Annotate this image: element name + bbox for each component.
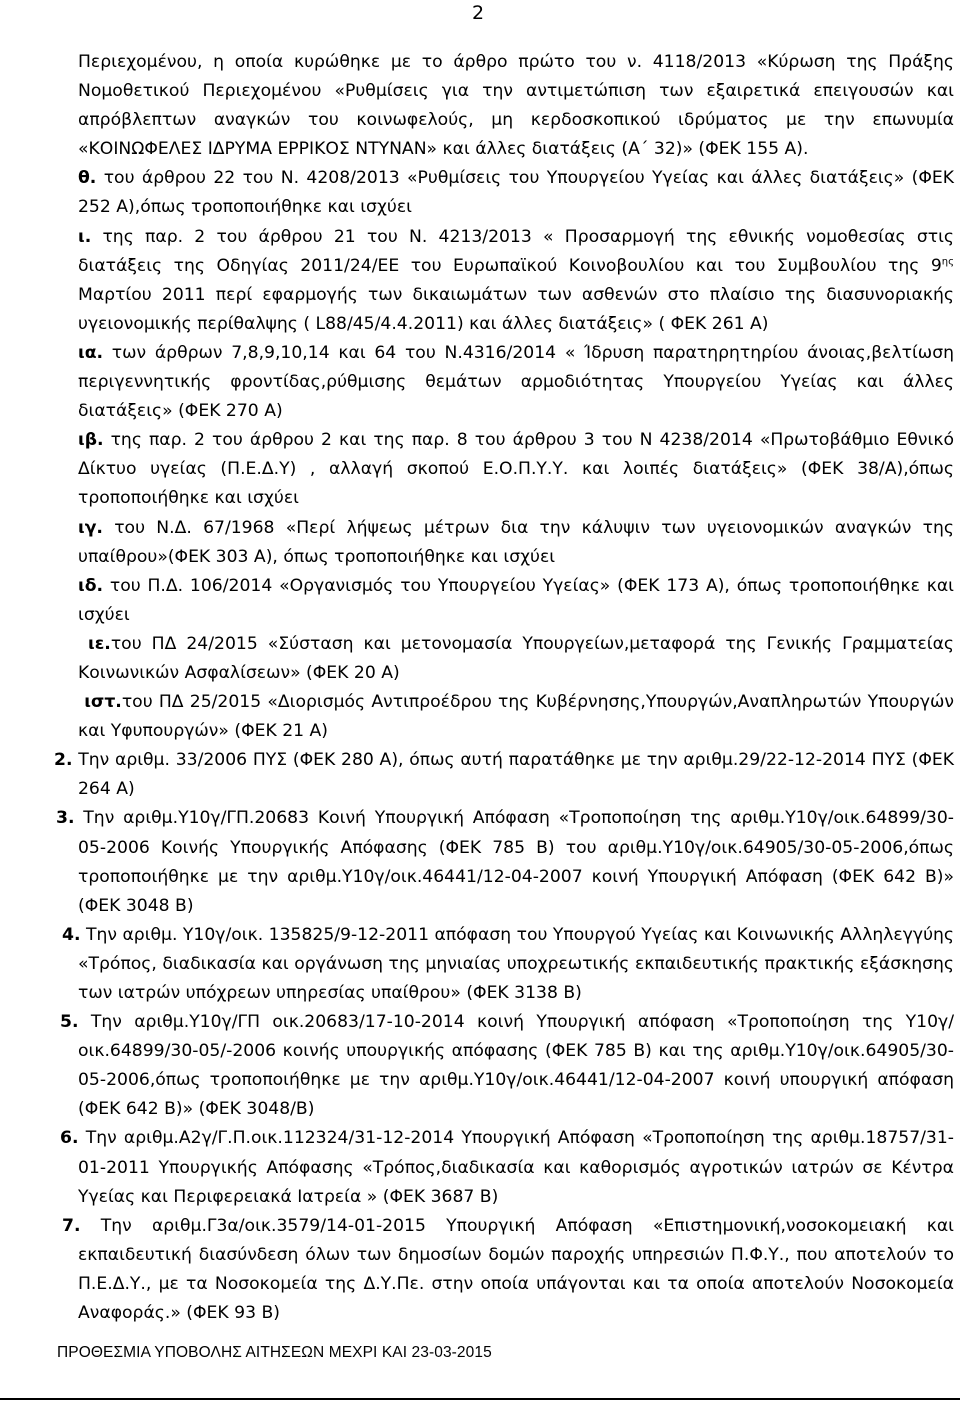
item-text: του Ν.Δ. 67/1968 «Περί λήψεως μέτρων δια την κάλυψιν των υγειονομικών αναγκών της υπαίθρου»(ΦΕΚ 303 Α), όπως τροποποιήθηκε και ισχύει [78,517,954,567]
page-number: 2 [472,2,485,24]
item-text-continued: Μαρτίου 2011 περί εφαρμογής των δικαιωμάτων των ασθενών στο πλαίσιο της διασυνοριακής υγειονομικής περίθαλψης ( L88/45/4.4.2011) και άλλες διατάξεις» ( ΦΕΚ 261 Α) [78,284,954,334]
list-item-ig [78,514,954,572]
list-item-ia [78,339,954,426]
paragraph-continuation [78,48,954,164]
numbered-item-2 [54,746,954,804]
item-text: του άρθρου 22 του Ν. 4208/2013 «Ρυθμίσεις του Υπουργείου Υγείας και άλλες διατάξεις» (ΦΕΚ 252 Α),όπως τροποποιήθηκε και ισχύει [78,168,954,218]
item-label: ιβ. [78,430,104,451]
document-body [54,48,955,1328]
footer-rule [0,1398,960,1400]
list-item-ist [78,688,954,746]
list-item-ie [78,630,954,688]
list-item-theta [78,164,954,222]
item-text: Την αριθμ.Α2γ/Γ.Π.οικ.112324/31-12-2014 Υπουργική Απόφαση «Τροποποίηση της αριθμ.18757/31-01-2011 Υπουργικής Απόφασης «Τρόπος,διαδικασία και καθορισμός αγροτικών ιατρών σε Κέντρα Υγείας και Περιφερειακά Ιατρεία » (ΦΕΚ 3687 Β) [78,1128,954,1207]
item-label: ια. [78,342,104,363]
item-text: του ΠΔ 25/2015 «Διορισμός Αντιπροέδρου της Κυβέρνησης,Υπουργών,Αναπληρωτών Υπουργών και Υφυπουργών» (ΦΕΚ 21 Α) [78,692,955,742]
item-label: ιε. [88,633,111,654]
item-text: του ΠΔ 24/2015 «Σύσταση και μετονομασία Υπουργείων,μεταφορά της Γενικής Γραμματείας Κοινωνικών Ασφαλίσεων» (ΦΕΚ 20 Α) [78,633,954,683]
item-label: ι. [78,226,92,247]
item-text: Την αριθμ.Υ10γ/ΓΠ.20683 Κοινή Υπουργική Απόφαση «Τροποποίηση της αριθμ.Υ10γ/οικ.64899/30-05-2006 Κοινής Υπουργικής Απόφασης (ΦΕΚ 785 Β) του αριθμ.Υ10γ/οικ.64905/30-05-2006,όπως τροποποιήθηκε με την αριθμ.Υ10γ/οικ.46441/12-04-2007 κοινή Υπουργική Απόφαση (ΦΕΚ 642 Β)» (ΦΕΚ 3048 Β) [74,808,954,916]
item-text: της παρ. 2 του άρθρου 21 του Ν. 4213/2013 « Προσαρμογή της εθνικής νομοθεσίας στις διατάξεις της Οδηγίας 2011/24/ΕΕ του Ευρωπαϊκού Κοινοβουλίου και του Συμβουλίου της 9 [78,226,954,276]
numbered-item-6 [60,1124,954,1211]
item-label: θ. [78,168,97,189]
footer-deadline-note: ΠΡΟΘΕΣΜΙΑ ΥΠΟΒΟΛΗΣ ΑΙΤΗΣΕΩΝ ΜΕΧΡΙ ΚΑΙ 23-03-2015 [57,1344,492,1361]
item-number: 4. [62,924,81,945]
item-text: Την αριθμ. 33/2006 ΠΥΣ (ΦΕΚ 280 Α), όπως αυτή παρατάθηκε με την αριθμ.29/22-12-2014 ΠΥΣ (ΦΕΚ 264 Α) [72,750,954,800]
item-text: της παρ. 2 του άρθρου 2 και της παρ. 8 του άρθρου 3 του Ν 4238/2014 «Πρωτοβάθμιο Εθνικό Δίκτυο υγείας (Π.Ε.Δ.Υ) , αλλαγή σκοπού Ε.Ο.Π.Υ.Υ. και λοιπές διατάξεις» (ΦΕΚ 38/Α),όπως τροποποιήθηκε και ισχύει [78,430,954,509]
item-text: Την αριθμ.Γ3α/οικ.3579/14-01-2015 Υπουργική Απόφαση «Επιστημονική,νοσοκομειακή και εκπαιδευτική διασύνδεση όλων των δημοσίων δομών παροχής υπηρεσιών Π.Φ.Υ., που αποτελούν το Π.Ε.Δ.Υ., με τα Νοσοκομεία της Δ.Υ.Πε. στην οποία υπάγονται και τα οποία αποτελούν Νοσοκομεία Αναφοράς.» (ΦΕΚ 93 Β) [78,1215,954,1324]
numbered-item-3 [56,804,954,920]
superscript: ης [941,255,954,267]
numbered-item-4 [62,921,954,1008]
list-item-ib [78,426,954,513]
item-label: ιδ. [78,575,104,596]
numbered-item-5 [60,1008,954,1124]
item-number: 7. [62,1215,81,1236]
item-text: των άρθρων 7,8,9,10,14 και 64 του Ν.4316/2014 « Ίδρυση παρατηρητηρίου άνοιας,βελτίωση περιγεννητικής φροντίδας,ρύθμισης θεμάτων αρμοδιότητας Υπουργείου Υγείας και άλλες διατάξεις» (ΦΕΚ 270 Α) [78,342,954,422]
numbered-item-7 [62,1212,954,1328]
item-text: Την αριθμ.Υ10γ/ΓΠ οικ.20683/17-10-2014 κοινή Υπουργική απόφαση «Τροποποίηση της Υ10γ/οικ.64899/30-05/-2006 κοινής υπουργικής απόφασης (ΦΕΚ 785 Β) και της αριθμ.Υ10γ/οικ.64905/30-05-2006,όπως τροποποιήθηκε με την αριθμ.Υ10γ/οικ.46441/12-04-2007 κοινή υπουργική απόφαση (ΦΕΚ 642 Β)» (ΦΕΚ 3048/Β) [78,1012,954,1120]
list-item-iota [78,223,954,339]
item-text: του Π.Δ. 106/2014 «Οργανισμός του Υπουργείου Υγείας» (ΦΕΚ 173 Α), όπως τροποποιήθηκε και ισχύει [78,575,954,625]
item-number: 6. [60,1128,79,1149]
item-number: 3. [56,808,75,829]
item-number: 2. [54,750,73,771]
item-label: ιστ. [84,692,122,713]
list-item-id [78,572,954,630]
item-label: ιγ. [78,517,103,538]
paragraph-text: Περιεχομένου, η οποία κυρώθηκε με το άρθρο πρώτο του ν. 4118/2013 «Κύρωση της Πράξης Νομοθετικού Περιεχομένου «Ρυθμίσεις για την αντιμετώπιση των εξαιρετικά επειγουσών και απρόβλεπτων αναγκών του κοινωφελούς, μη κερδοσκοπικού ιδρύματος με την επωνυμία «ΚΟΙΝΩΦΕΛΕΣ ΙΔΡΥΜΑ ΕΡΡΙΚΟΣ ΝΤΥΝΑΝ» και άλλες διατάξεις (Α΄ 32)» (ΦΕΚ 155 Α). [78,52,954,160]
item-number: 5. [60,1012,79,1033]
item-text: Την αριθμ. Υ10γ/οικ. 135825/9-12-2011 απόφαση του Υπουργού Υγείας και Κοινωνικής Αλληλεγγύης «Τρόπος, διαδικασία και οργάνωση της μηνιαίας υποχρεωτικής εκπαιδευτικής πρακτικής εξάσκησης των ιατρών υπόχρεων υπηρεσίας υπαίθρου» (ΦΕΚ 3138 Β) [78,924,954,1003]
